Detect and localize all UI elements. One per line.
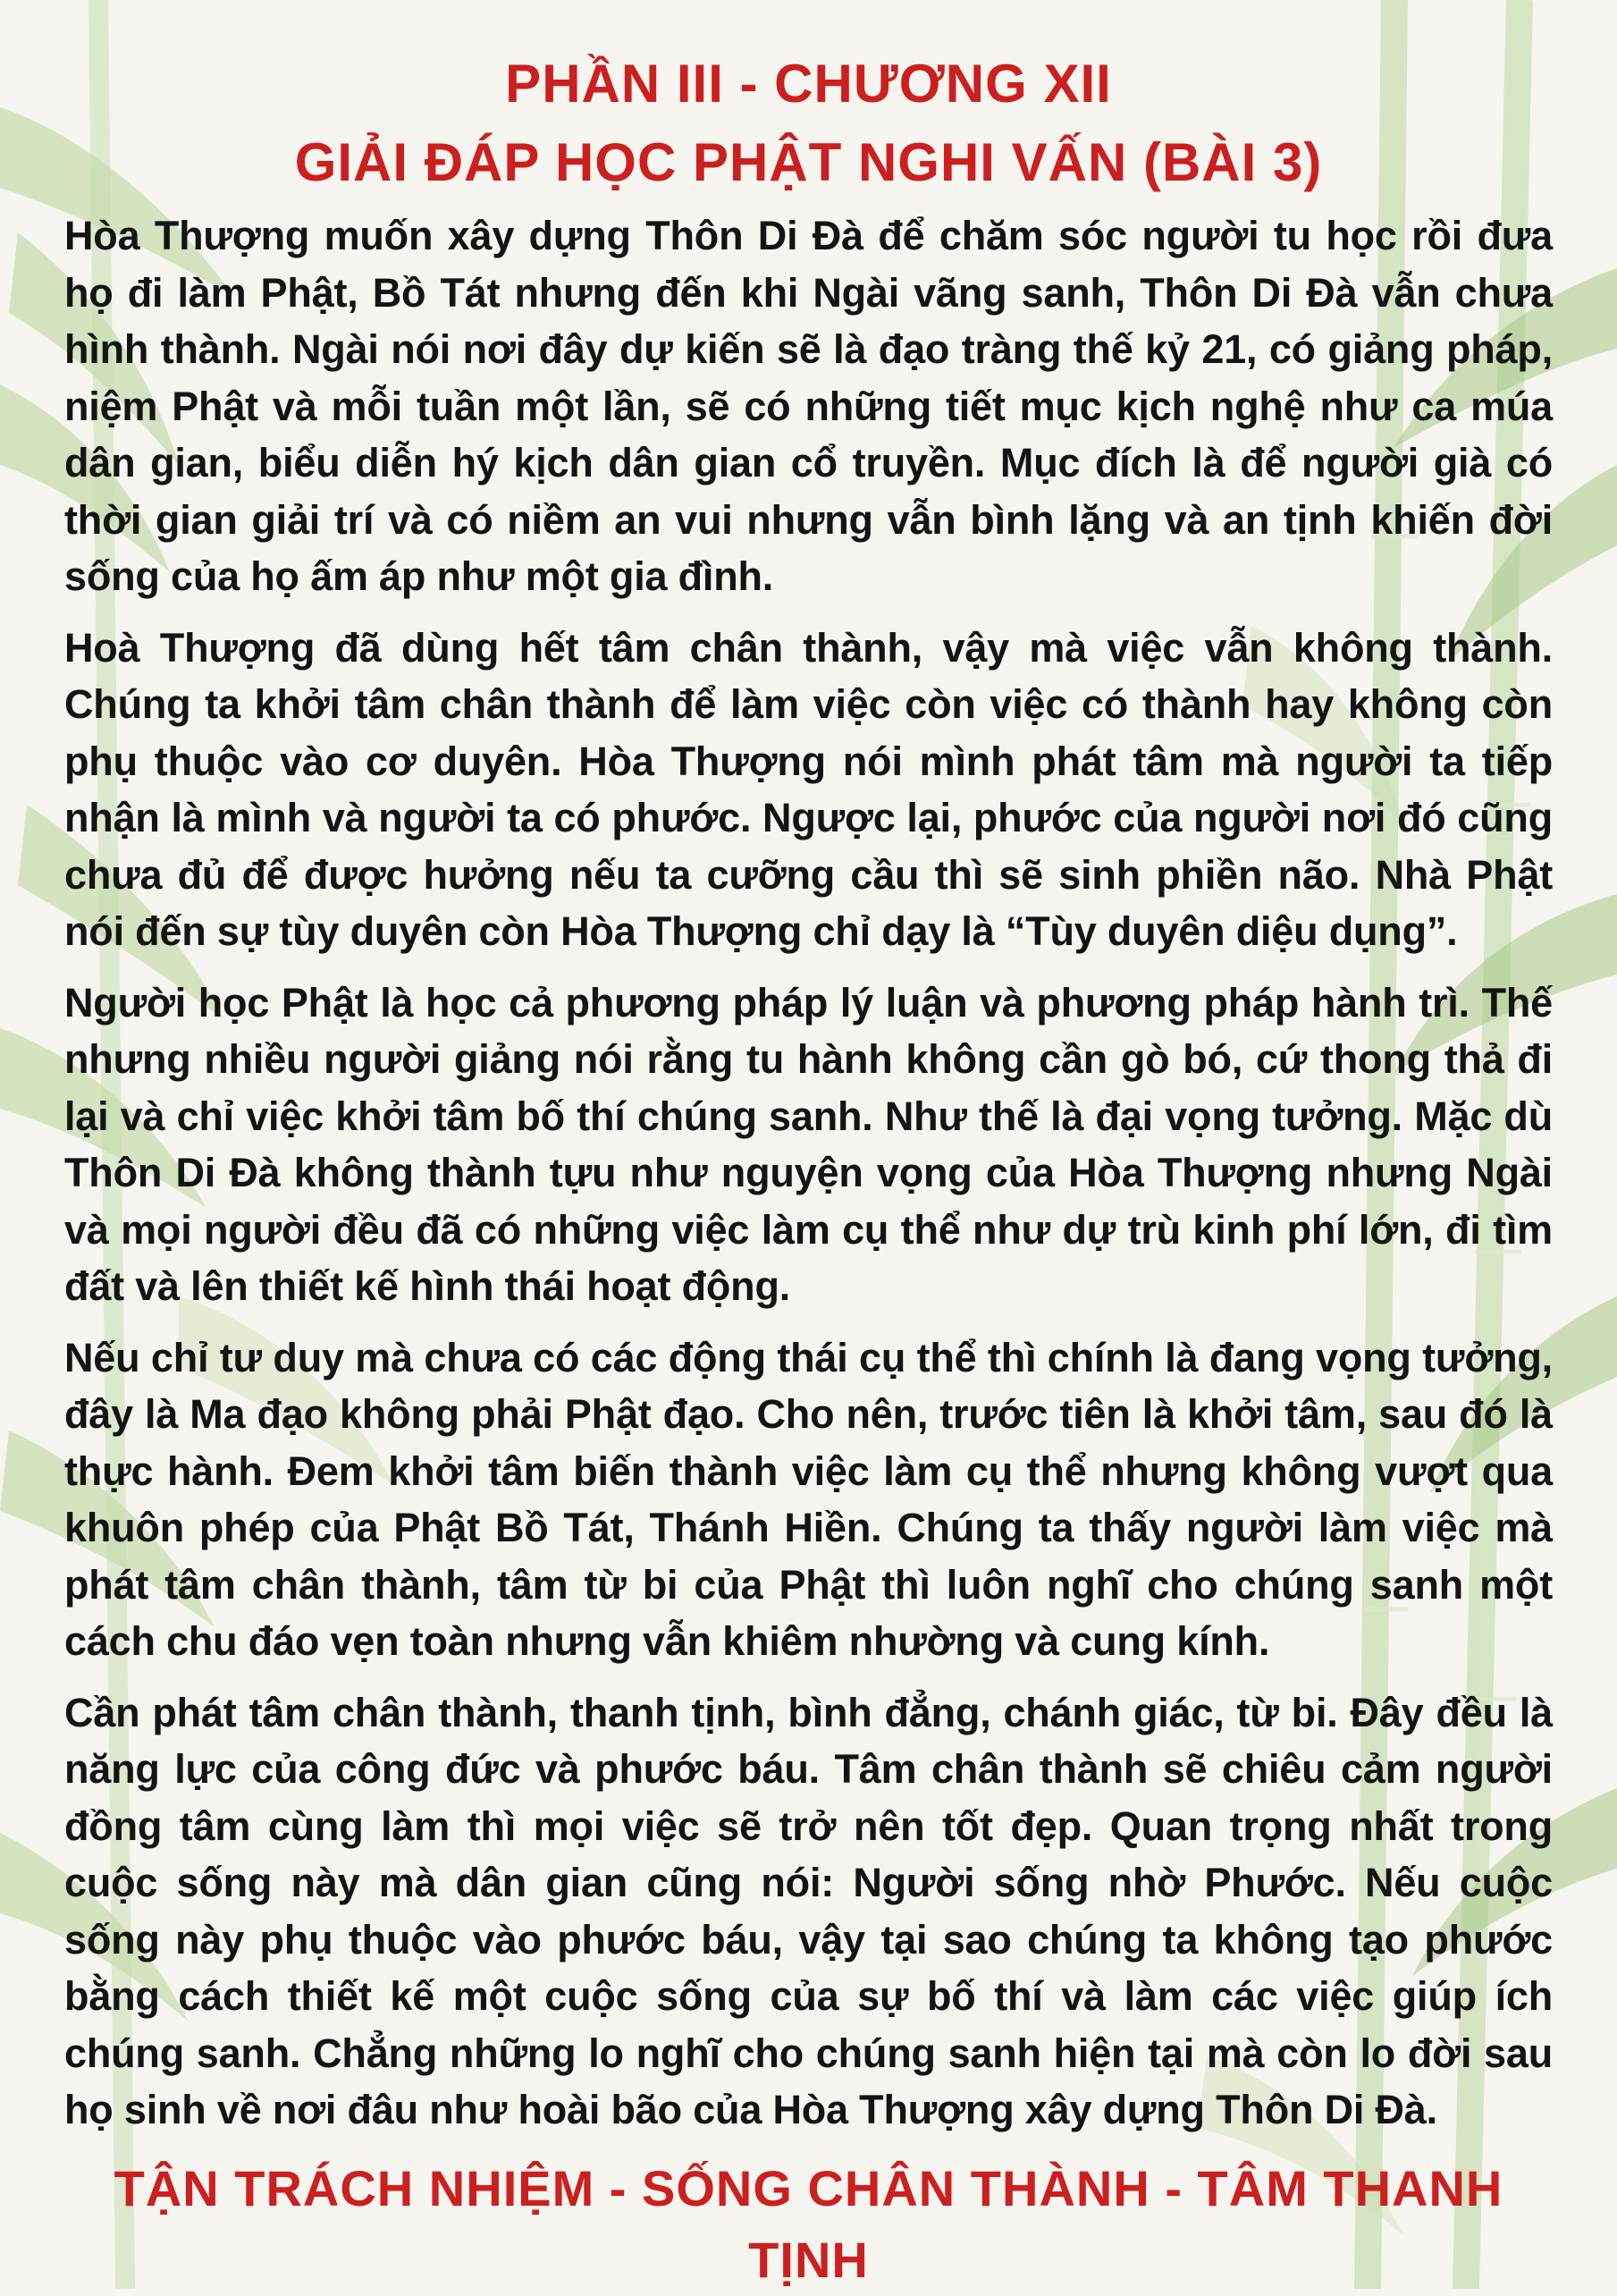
lesson-title: GIẢI ĐÁP HỌC PHẬT NGHI VẤN (BÀI 3)	[294, 132, 1323, 192]
paragraph-4: Nếu chỉ tư duy mà chưa có các động thái cụ thể thì chính là đang vọng tưởng, đây là Ma đạo không phải Phật đạo. Cho nên, trước tiên là khởi tâm, sau đó là thực hành. Đem khởi tâm biến thành việc làm cụ thể nhưng không vượt qua khuôn phép của Phật Bồ Tát, Thánh Hiền. Chúng ta thấy người làm việc mà phát tâm chân thành, tâm từ bi của Phật thì luôn nghĩ cho chúng sanh một cách chu đáo vẹn toàn nhưng vẫn khiêm nhường và cung kính.	[64, 1334, 1553, 1664]
document-page	[64, 45, 1553, 2296]
paragraph-3: Người học Phật là học cả phương pháp lý luận và phương pháp hành trì. Thế nhưng nhiều người giảng nói rằng tu hành không cần gò bó, cứ thong thả đi lại và chỉ việc khởi tâm bố thí chúng sanh. Như thế là đại vọng tưởng. Mặc dù Thôn Di Đà không thành tựu như nguyện vọng của Hòa Thượng nhưng Ngài và mọi người đều đã có những việc làm cụ thể như dự trù kinh phí lớn, đi tìm đất và lên thiết kế hình thái hoạt động.	[64, 979, 1553, 1309]
body-text	[64, 207, 1553, 2139]
paragraph-1: Hòa Thượng muốn xây dựng Thôn Di Đà để chăm sóc người tu học rồi đưa họ đi làm Phật, Bồ Tát nhưng đến khi Ngài vãng sanh, Thôn Di Đà vẫn chưa hình thành. Ngài nói nơi đây dự kiến sẽ là đạo tràng thế kỷ 21, có giảng pháp, niệm Phật và mỗi tuần một lần, sẽ có những tiết mục kịch nghệ như ca múa dân gian, biểu diễn hý kịch dân gian cổ truyền. Mục đích là để người già có thời gian giải trí và có niềm an vui nhưng vẫn bình lặng và an tịnh khiến đời sống của họ ấm áp như một gia đình.	[64, 213, 1553, 599]
footer-motto: TẬN TRÁCH NHIỆM - SỐNG CHÂN THÀNH - TÂM THANH TỊNH	[114, 2159, 1503, 2288]
chapter-title: PHẦN III - CHƯƠNG XII	[505, 54, 1112, 114]
paragraph-2: Hoà Thượng đã dùng hết tâm chân thành, vậy mà việc vẫn không thành. Chúng ta khởi tâm chân thành để làm việc còn việc có thành hay không còn phụ thuộc vào cơ duyên. Hòa Thượng nói mình phát tâm mà người ta tiếp nhận là mình và người ta có phước. Ngược lại, phước của người nơi đó cũng chưa đủ để được hưởng nếu ta cưỡng cầu thì sẽ sinh phiền não. Nhà Phật nói đến sự tùy duyên còn Hòa Thượng chỉ dạy là “Tùy duyên diệu dụng”.	[64, 624, 1553, 954]
paragraph-5: Cần phát tâm chân thành, thanh tịnh, bình đẳng, chánh giác, từ bi. Đây đều là năng lực của công đức và phước báu. Tâm chân thành sẽ chiêu cảm người đồng tâm cùng làm thì mọi việc sẽ trở nên tốt đẹp. Quan trọng nhất trong cuộc sống này mà dân gian cũng nói: Người sống nhờ Phước. Nếu cuộc sống này phụ thuộc vào phước báu, vậy tại sao chúng ta không tạo phước bằng cách thiết kế một cuộc sống của sự bố thí và làm các việc giúp ích chúng sanh. Chẳng những lo nghĩ cho chúng sanh hiện tại mà còn lo đời sau họ sinh về nơi đâu như hoài bão của Hòa Thượng xây dựng Thôn Di Đà.	[64, 1689, 1553, 2132]
